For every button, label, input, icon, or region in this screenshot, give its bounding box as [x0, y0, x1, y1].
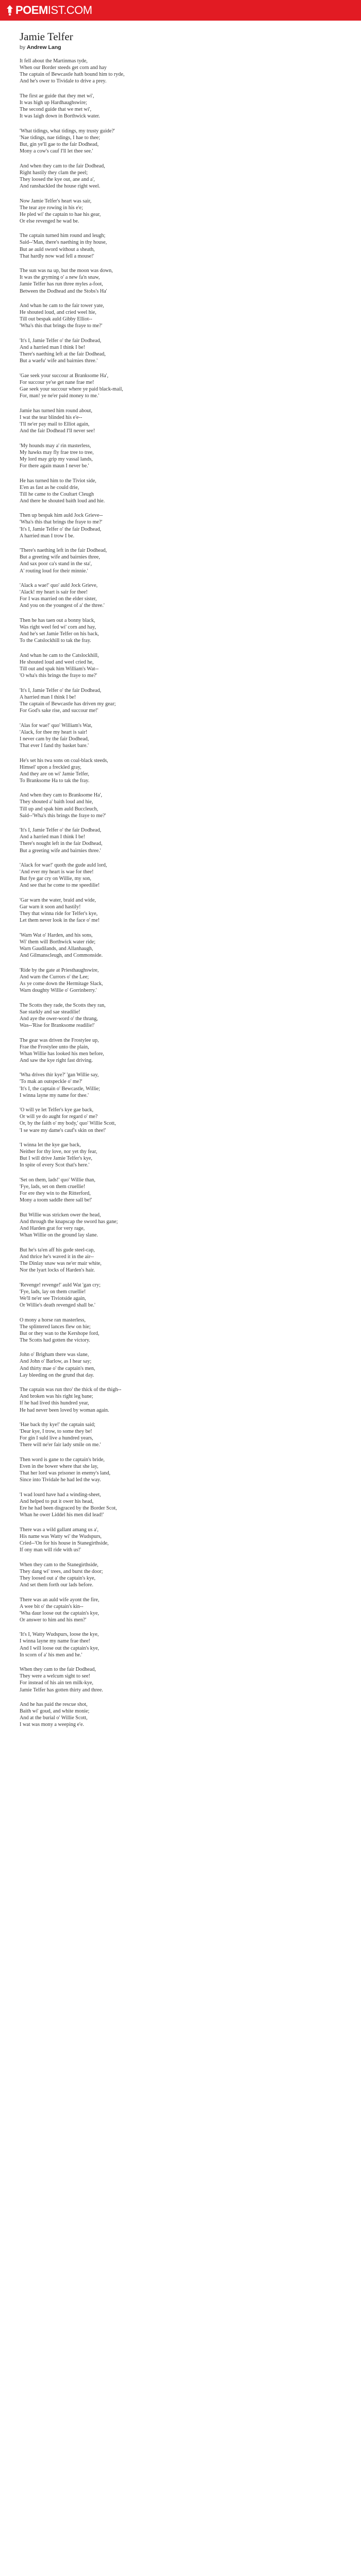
poem-line: 'It's I, Jamie Telfer o' the fair Dodhead,	[20, 827, 102, 834]
poem-line: They were a welcum sight to see!	[20, 1673, 90, 1680]
poem-line: Whan Willie has looked his men before,	[20, 1050, 104, 1057]
poem-line: But a greeting wife and bairnies three,	[20, 554, 100, 561]
poem-line: 'I se ware my dame's cauf's skin on thee!'	[20, 1127, 106, 1133]
poem-line: And when they cam to Branksome Ha',	[20, 792, 102, 799]
poem-line: John o' Brigham there was slane,	[20, 1352, 89, 1358]
stanza	[20, 93, 341, 120]
poem-line: He shouted loud, and cried weel hie,	[20, 310, 96, 316]
poem-line: And see that he come to me speedilie!	[20, 883, 100, 889]
poem-line: They loosed out a' the captain's kye,	[20, 1575, 96, 1581]
stanza	[20, 617, 341, 644]
stanza	[20, 1317, 341, 1344]
poem-line: Or, by the faith o' my body,' quo' Willie Scott,	[20, 1121, 116, 1127]
poem-line: And Gilmanscleugh, and Commonside.	[20, 953, 103, 959]
poem-line: Nor the lyart locks of Harden's hair.	[20, 1267, 95, 1274]
poem-line: But a greeting wife and bairnies three.'	[20, 848, 101, 854]
poem-line: But a waefu' wife and bairnies three.'	[20, 358, 98, 364]
poem-line: And sax poor ca's stand in the sta',	[20, 561, 92, 567]
stanza	[20, 757, 341, 784]
poem-line: 'Set on them, lads!' quo' Willie than,	[20, 1177, 95, 1183]
poem-line: And they are on wi' Jamie Telfer,	[20, 771, 89, 777]
poem-line: 'Alas for wae!' quo' William's Wat,	[20, 722, 92, 728]
poem-line: Let them never look in the face o' me!	[20, 918, 100, 924]
poem-line: Sae starkly and sae steadilie!	[20, 1009, 80, 1015]
poem-line: And through the knapscap the sword has gane;	[20, 1218, 118, 1225]
poem-line: 'Fye, lads, set on them cruellie!	[20, 1184, 86, 1190]
poem-line: And set them forth our lads before.	[20, 1582, 93, 1588]
author-link[interactable]: Andrew Lang	[27, 44, 61, 50]
poem-line: Till out and spak him William's Wat--	[20, 666, 99, 672]
poem-line: That hardly now wad fell a mouse!'	[20, 253, 94, 259]
poem-line: Or will ye do aught for regard o' me?	[20, 1114, 98, 1120]
stanza	[20, 687, 341, 714]
poem-line: He shouted loud and weel cried he,	[20, 659, 94, 665]
stanza	[20, 862, 341, 889]
poem-line: My hawks may fly frae tree to tree,	[20, 449, 94, 455]
stanza	[20, 652, 341, 679]
poem-line: Gar warn it soon and hastily!	[20, 904, 81, 910]
poem-line: They dang wi' trees, and burst the door;	[20, 1568, 103, 1574]
poem-line: 'Warn Wat o' Harden, and his sons,	[20, 932, 93, 938]
poem-line: The second guide that we met wi',	[20, 107, 92, 113]
poem-line: Was right weel fed wi' corn and hay,	[20, 624, 96, 631]
poem-line: 'It's I, Watty Wudspurs, loose the kye,	[20, 1632, 99, 1638]
stanza	[20, 58, 341, 84]
poem-line: They loosed the kye out, ane and a',	[20, 176, 95, 182]
poem-line: There's nought left in the fair Dodhead,	[20, 841, 103, 847]
poem-line: And I will loose out the captain's kye,	[20, 1645, 100, 1651]
poem-line: And thirty mae o' the captain's men,	[20, 1365, 95, 1371]
poem-line: But, gin ye'll gae to the fair Dodhead,	[20, 141, 99, 147]
stanza	[20, 1421, 341, 1448]
poem-line: Mony a toom saddle there sall be!'	[20, 1197, 92, 1204]
poem-line: And broken was his right leg bane;	[20, 1394, 93, 1400]
poem-title: Jamie Telfer	[20, 30, 73, 43]
poem-line: Said--'Wha's this brings the fraye to me?'	[20, 812, 106, 819]
poem-line: 'Wha drives thir kye?' 'gan Willie say,	[20, 1072, 99, 1078]
poem-line: Jamie has turned him round about,	[20, 408, 92, 414]
poem-line: Or else revenged he wad be.	[20, 218, 79, 224]
stanza	[20, 267, 341, 294]
poem-line: To the Catslockhill to tak the fray.	[20, 638, 91, 644]
poem-line: Between the Dodhead and the Stobs's Ha'	[20, 288, 107, 294]
poem-line: 'Hae back thy kye!' the captain said;	[20, 1422, 95, 1428]
poem-line: 'O wha's this brings the fraye to me?'	[20, 673, 97, 679]
poem-line: And John o' Barlow, as I hear say;	[20, 1359, 92, 1365]
poem-line: The first ae guide that they met wi',	[20, 93, 94, 99]
site-logo[interactable]	[6, 4, 92, 17]
poem-line: In scorn of a' his men and he.'	[20, 1652, 83, 1658]
stanza	[20, 1002, 341, 1029]
poem-line: The captain was run thro' the thick of the thigh--	[20, 1387, 122, 1393]
poem-line: Frae the Frostylee unto the plain,	[20, 1044, 89, 1050]
poem-line: And he's set Jamie Telfer on his back,	[20, 631, 99, 637]
poem-line: If ony man will ride with us!'	[20, 1547, 81, 1553]
poem-line: And whan he cam to the fair tower yate,	[20, 303, 104, 309]
logo-text: POEMIST.COM	[15, 4, 92, 16]
stanza	[20, 932, 341, 959]
stanza	[20, 443, 341, 469]
poem-line: Even in the bower where that she lay,	[20, 1464, 99, 1470]
poem-line: Cried--'On for his house in Stanegirthside,	[20, 1540, 109, 1546]
stanza	[20, 1282, 341, 1309]
poem-line: Jamie Telfer has gotten thirty and three.	[20, 1687, 103, 1693]
stanza	[20, 1247, 341, 1274]
poem-line: 'Alack, for thee my heart is sair!	[20, 729, 88, 735]
poem-line: Then he has taen out a bonny black,	[20, 618, 95, 623]
poem-line: But he's ta'en aff his gude steel-cap,	[20, 1247, 95, 1253]
poem-line: 'Nae tidings, nae tidings, I hae to thee;	[20, 134, 101, 141]
poem-line: A wee bit o' the captain's kin--	[20, 1603, 84, 1609]
poem-line: That her lord was prisoner in enemy's land,	[20, 1470, 111, 1477]
poem-line: Lay bleeding on the grund that day.	[20, 1372, 94, 1378]
poem-line: Whan Willie on the ground lay slane.	[20, 1232, 98, 1239]
poem-line: 'It's I, the captain o' Bewcastle, Willie;	[20, 1086, 100, 1092]
poem-line: Or answer to him and his men?'	[20, 1617, 87, 1623]
stanza	[20, 827, 341, 854]
poem-line: And when they cam to the fair Dodhead,	[20, 163, 105, 169]
poem-line: And warn the Currors o' the Lee;	[20, 974, 89, 980]
poem-line: To Branksome Ha to tak the fray.	[20, 777, 90, 784]
poem-line: 'Alack! my heart is sair for thee!	[20, 589, 88, 596]
poem-line: They that winna ride for Telfer's kye,	[20, 911, 98, 917]
quill-icon	[6, 5, 13, 16]
poem-line: For gin I suld live a hundred years,	[20, 1435, 93, 1442]
poem-line: Till up and spak him auld Buccleuch,	[20, 806, 99, 812]
poem-line: 'Wha daur loose out the captain's kye,	[20, 1610, 99, 1616]
poem-line: For ere they win to the Ritterford,	[20, 1191, 91, 1197]
stanza	[20, 1037, 341, 1064]
stanza	[20, 232, 341, 259]
poem-line: Gae seek your succour where ye paid black-mail,	[20, 386, 123, 393]
poem-line: 'My hounds may a' rin masterless,	[20, 443, 91, 449]
poem-line: Baith wi' goud, and white monie;	[20, 1708, 90, 1715]
poem-line: 'Dear kye, I trow, to some they be!	[20, 1429, 92, 1435]
poem-line: The gear was driven the Frostylee up,	[20, 1037, 99, 1043]
stanza	[20, 512, 341, 539]
poem-line: Till out bespak auld Gibby Elliot--	[20, 316, 92, 323]
stanza	[20, 1177, 341, 1204]
poem-line: They shouted a' baith loud and hie,	[20, 799, 93, 805]
poem-line: 'I'll ne'er pay mail to Elliot again,	[20, 421, 90, 427]
poem-line: I never cam by the fair Dodhead,	[20, 736, 89, 742]
poem-line: Ere he had been disgraced by the Border Scot,	[20, 1505, 117, 1512]
poem-line: 'I winna let the kye gae back,	[20, 1142, 81, 1148]
poem-line: He pled wi' the captain to hae his gear,	[20, 211, 101, 217]
poem-line: 'It's I, Jamie Telfer o' the fair Dodhead,	[20, 687, 102, 693]
poem-line: The Dinlay snaw was ne'er mair white,	[20, 1260, 102, 1266]
poem-line: When our Border steeds get corn and hay	[20, 65, 107, 71]
poem-line: There will ne'er fair lady smile on me.'	[20, 1442, 101, 1448]
stanza	[20, 897, 341, 924]
poem-line: Wi' them will Borthwick water ride;	[20, 939, 96, 945]
poem-line: As ye come down the Hermitage Slack,	[20, 980, 103, 987]
poem-line: But ae auld sword without a sheath,	[20, 246, 95, 252]
poem-line: 'And ever my heart is wae for thee!	[20, 869, 94, 875]
poem-line: And a harried man I think I be!	[20, 345, 86, 351]
poem-line: That ever I fand thy basket bare.'	[20, 742, 89, 749]
poem-line: And saw the kye right fast driving.	[20, 1057, 93, 1063]
poem-line: 'It's I, Jamie Telfer o' the fair Dodhead,	[20, 526, 102, 532]
stanza	[20, 408, 341, 434]
stanza	[20, 372, 341, 399]
poem-line: But Willie was stricken ower the head,	[20, 1212, 101, 1218]
poem-line: But or they wan to the Kershope ford,	[20, 1330, 100, 1336]
poem-line: 'Fye, lads, lay on them cruellie!	[20, 1289, 86, 1295]
byline	[20, 44, 341, 50]
poem-line: Mony a cow's cauf I'll let thee see.'	[20, 148, 93, 155]
poem-line: We'll ne'er see Tiviotside again,	[20, 1295, 86, 1301]
poem-line: His name was Watty wi' the Wudspurs,	[20, 1533, 102, 1539]
poem-line: And he's ower to Tividale to drive a prey.	[20, 78, 107, 84]
stanza	[20, 198, 341, 225]
poem-line: I winna layne my name for thee.'	[20, 1092, 89, 1098]
stanza	[20, 1212, 341, 1239]
poem-line: Whan he ower Liddel his men did lead!'	[20, 1512, 104, 1518]
poem-line: Neither for thy love, nor yet thy fear,	[20, 1149, 97, 1155]
poem-line: 'I wad lourd have had a winding-sheet,	[20, 1492, 101, 1498]
poem-line: And at the burial o' Willie Scott,	[20, 1715, 88, 1721]
poem-line: For I was married on the elder sister,	[20, 596, 97, 602]
poem-line: 'Gae seek your succour at Branksome Ha',	[20, 372, 108, 379]
stanza	[20, 722, 341, 749]
poem-line: It was high up Hardhaughswire;	[20, 99, 87, 106]
poem-line: It was laigh down in Borthwick water.	[20, 113, 100, 120]
poem-line: For, man! ye ne'er paid money to me.'	[20, 393, 100, 399]
poem-line: When they cam to the Stanegirthside,	[20, 1562, 99, 1568]
poem-body	[20, 58, 341, 1728]
stanza	[20, 967, 341, 994]
stanza	[20, 478, 341, 504]
poem-line: And aye the ower-word o' the thrang,	[20, 1015, 98, 1022]
poem-line: But I will drive Jamie Telfer's kye,	[20, 1156, 92, 1162]
stanza	[20, 337, 341, 364]
stanza	[20, 1107, 341, 1133]
stanza	[20, 792, 341, 819]
poem-line: 'O will ye let Telfer's kye gae back,	[20, 1107, 94, 1113]
poem-line: For there again maun I never be.'	[20, 463, 89, 469]
poem-line: I wat was mony a weeping e'e.	[20, 1722, 84, 1728]
poem-line: A harried man I trow I be.	[20, 533, 75, 539]
poem-line: Now Jamie Telfer's heart was sair,	[20, 198, 92, 204]
poem-line: He had never been loved by woman again.	[20, 1407, 109, 1413]
poem-line: The sun was na up, but the moon was down,	[20, 268, 113, 274]
poem-line: 'Ride by the gate at Priesthaughswire,	[20, 967, 99, 973]
poem-line: Then word is gane to the captain's bride,	[20, 1457, 105, 1463]
poem-line: But fye gar cry on Willie, my son,	[20, 876, 91, 882]
poem-line: My lord may grip my vassal lands,	[20, 456, 93, 462]
stanza	[20, 1142, 341, 1168]
poem-line: 'To mak an outspeckle o' me?'	[20, 1079, 83, 1085]
poem-line: Right hastily they clam the peel;	[20, 170, 88, 176]
poem-line: I wat the tear blinded his e'e--	[20, 414, 83, 420]
poem-line: There was a wild gallant amang us a',	[20, 1527, 99, 1533]
poem-line: A' routing loud for their minnie.'	[20, 568, 88, 574]
poem-line: 'Revenge! revenge!' auld Wat 'gan cry;	[20, 1282, 101, 1288]
poem-line: The splintered lances flew on hie;	[20, 1324, 91, 1330]
poem-line: And thrice he's waved it in the air--	[20, 1253, 94, 1260]
poem-line: Himsel' upon a freckled gray,	[20, 764, 81, 770]
stanza	[20, 1386, 341, 1413]
stanza	[20, 163, 341, 190]
poem-line: And Harden grat for very rage,	[20, 1226, 85, 1232]
poem-line: And he has paid the rescue shot,	[20, 1702, 88, 1708]
poem-line: O mony a horse ran masterless,	[20, 1317, 86, 1323]
poem-line: If he had lived this hundred year,	[20, 1400, 89, 1406]
poem-line: He's set his twa sons on coal-black steeds,	[20, 757, 108, 764]
stanza	[20, 1666, 341, 1693]
poem-line: When they cam to the fair Dodhead,	[20, 1667, 96, 1673]
poem-line: 'Wha's this that brings the fraye to me?'	[20, 519, 103, 526]
poem-line: 'What tidings, what tidings, my trusty guide?'	[20, 128, 115, 134]
poem-line: The Scotts had gotten the victory.	[20, 1337, 90, 1343]
byline-prefix: by	[20, 44, 26, 50]
poem-line: Then up bespak him auld Jock Grieve--	[20, 513, 103, 519]
poem-line: It was the gryming o' a new fa'n snaw,	[20, 275, 100, 281]
poem-line: Warn Gaudilands, and Allanhaugh,	[20, 946, 93, 952]
poem-line: 'Alack a wae!' quo' auld Jock Grieve,	[20, 583, 98, 589]
poem-line: Was--'Rise for Branksome readilie!'	[20, 1022, 95, 1028]
poem-line: The Scotts they rade, the Scotts they ran,	[20, 1002, 106, 1008]
stanza	[20, 128, 341, 155]
stanza	[20, 1631, 341, 1658]
poem-line: For succour ye'se get nane frae me!	[20, 379, 94, 385]
poem-line: Or Willie's death revenged shall be.'	[20, 1302, 95, 1308]
poem-line: And you on the youngest of a' the three.'	[20, 603, 105, 609]
poem-line: 'Alack for wae!' quoth the gude auld lord,	[20, 862, 107, 869]
poem-line: It fell about the Martinmas tyde,	[20, 58, 88, 64]
poem-line: He has turned him to the Tiviot side,	[20, 478, 96, 484]
poem-line: For God's sake rise, and succour me!'	[20, 708, 99, 714]
poem-line: The tear aye rowing in his e'e;	[20, 205, 83, 211]
stanza	[20, 1597, 341, 1623]
poem-line: There's naething left at the fair Dodhead,	[20, 351, 106, 358]
poem-line: Jamie Telfer has run three myles a-foot,	[20, 281, 103, 287]
poem-line: And helped to put it ower his head,	[20, 1498, 94, 1504]
poem-line: For instead of his ain ten milk-kye,	[20, 1680, 93, 1686]
poem-line: I winna layne my name frae thee!	[20, 1638, 90, 1645]
poem-line: A harried man I think I be!	[20, 694, 76, 700]
poem-line: And the fair Dodhead I'll never see!	[20, 428, 95, 434]
poem-line: And ranshackled the house right weel.	[20, 183, 101, 189]
poem-line: 'Gar warn the water, braid and wide,	[20, 897, 96, 903]
stanza	[20, 1492, 341, 1518]
poem-line: 'There's naething left in the fair Dodhead,	[20, 548, 107, 554]
stanza	[20, 302, 341, 329]
poem-line: And a harried man I think I be!	[20, 834, 86, 840]
poem-line: Since into Tividale he had led the way.	[20, 1477, 101, 1483]
poem-line: 'Wha's this that brings the fraye to me?'	[20, 323, 103, 329]
poem-line: In spite of every Scot that's here.'	[20, 1162, 90, 1168]
stanza	[20, 1527, 341, 1553]
stanza	[20, 582, 341, 609]
poem-content	[0, 21, 361, 2576]
poem-line: Till he came to the Coultart Cleugh	[20, 491, 94, 497]
site-header	[0, 0, 361, 21]
poem-line: Said--'Man, there's naething in thy house,	[20, 240, 107, 246]
poem-line: There was an auld wife ayont the fire,	[20, 1597, 100, 1603]
stanza	[20, 1562, 341, 1588]
poem-line: The captain turned him round and leugh;	[20, 233, 106, 239]
stanza	[20, 1456, 341, 1483]
poem-line: The captain of Bewcastle has driven my gear;	[20, 701, 116, 707]
stanza	[20, 1351, 341, 1378]
stanza	[20, 1072, 341, 1098]
poem-line: E'en as fast as he could drie,	[20, 484, 79, 490]
poem-line: And whan he cam to the Catslockhill,	[20, 652, 99, 658]
poem-line: Warn doughty Willie o' Gorrinberry.'	[20, 988, 97, 994]
poem-line: 'It's I, Jamie Telfer o' the fair Dodhead,	[20, 338, 102, 344]
stanza	[20, 547, 341, 574]
poem-line: And there he shouted baith loud and hie.	[20, 498, 105, 504]
poem-line: The captain of Bewcastle hath bound him to ryde,	[20, 72, 125, 78]
stanza	[20, 1701, 341, 1728]
